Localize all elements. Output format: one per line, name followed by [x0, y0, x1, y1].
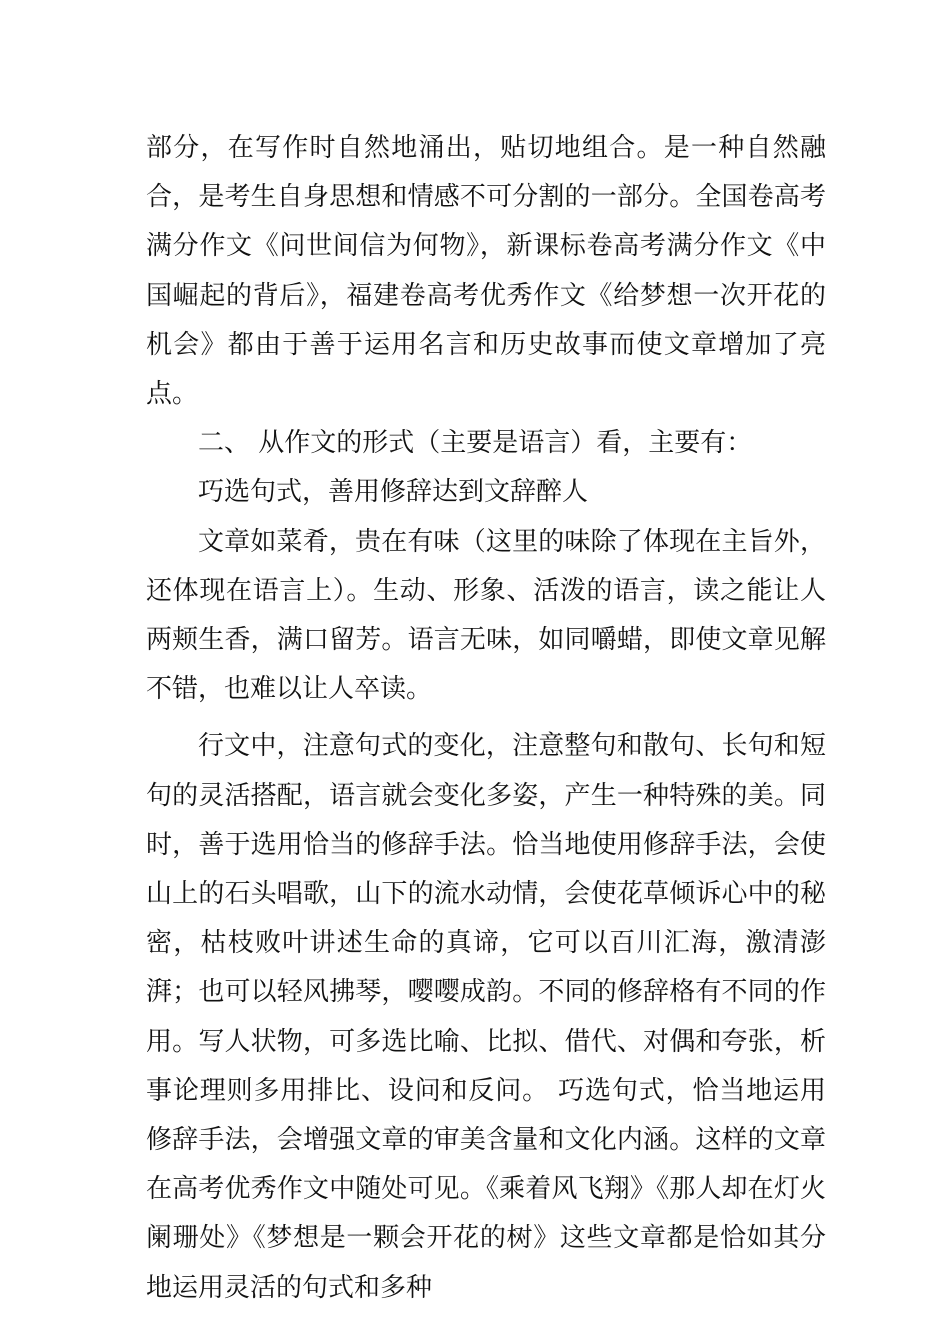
section-heading-two: 二、 从作文的形式（主要是语言）看，主要有： [198, 428, 753, 459]
subheading-sentence-rhetoric: 巧选句式，善用修辞达到文辞醉人 [198, 477, 589, 508]
paragraph-continued: 部分，在写作时自然地涌出，贴切地组合。是一种自然融合，是考生自身思想和情感不可分割的一部分。全国卷高考满分作文《问世间信为何物》，新课标卷高考满分作文《中国崛起的背后》，福建卷高考优秀作文《给梦想一次开花的机会》都由于善于运用名言和历史故事而使文章增加了亮点。 [146, 133, 826, 410]
document-body [146, 124, 826, 1313]
paragraph-language-flavor: 文章如菜肴，贵在有味（这里的味除了体现在主旨外，还体现在语言上）。生动、形象、活泼的语言，读之能让人两颊生香，满口留芳。语言无味，如同嚼蜡，即使文章见解不错，也难以让人卒读。 [146, 526, 826, 705]
paragraph-sentence-variation: 行文中，注意句式的变化，注意整句和散句、长句和短句的灵活搭配，语言就会变化多姿，产生一种特殊的美。同时，善于选用恰当的修辞手法。恰当地使用修辞手法，会使山上的石头唱歌，山下的流水动情，会使花草倾诉心中的秘密，枯枝败叶讲述生命的真谛，它可以百川汇海，激清澎湃；也可以轻风拂琴，嘤嘤成韵。不同的修辞格有不同的作用。写人状物，可多选比喻、比拟、借代、对偶和夸张，析事论理则多用排比、设问和反问。 巧选句式，恰当地运用修辞手法，会增强文章的审美含量和文化内涵。这样的文章在高考优秀作文中随处可见。《乘着风飞翔》《那人却在灯火阑珊处》《梦想是一颗会开花的树》这些文章都是恰如其分地运用灵活的句式和多种 [146, 731, 826, 1303]
